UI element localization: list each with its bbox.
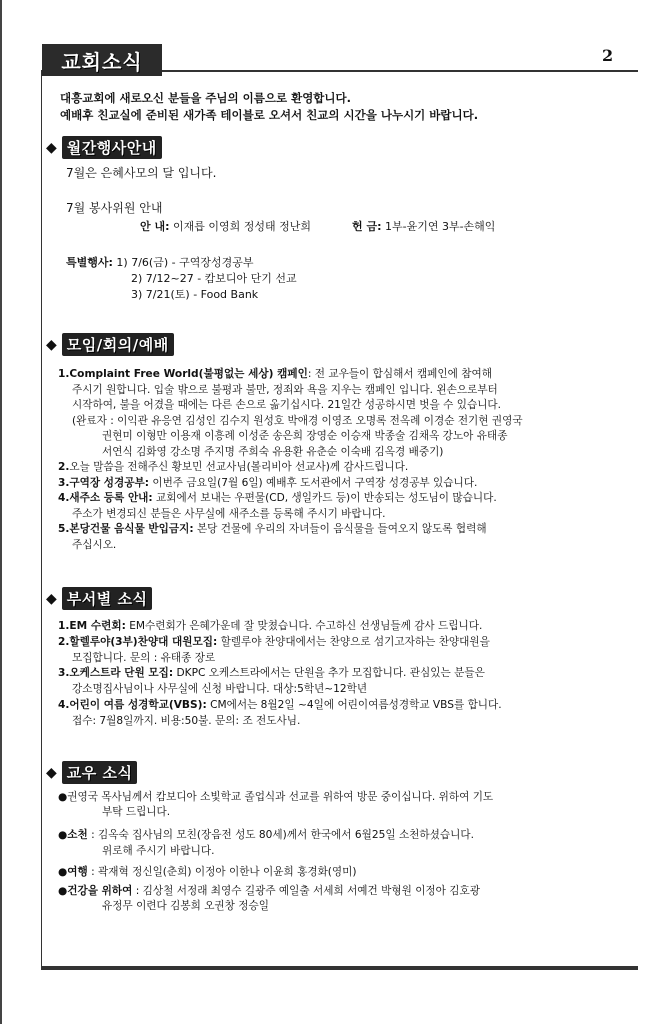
departments-heading	[46, 587, 152, 610]
list-item: 1.EM 수련회: EM수련회가 은혜가운데 잘 맞쳤습니다. 수고하신 선생님들께 감사 드립니다.	[58, 620, 483, 632]
departments-heading-text: 부서별 소식	[62, 587, 153, 610]
volunteers-title: 7월 봉사위원 안내	[66, 201, 163, 215]
list-item-line: 서연식 김화영 강소명 주지명 주희숙 유용환 유춘순 이숙배 김옥경 배중기)	[102, 445, 444, 458]
list-item: ●여행 : 곽재혁 정신일(춘희) 이정아 이한나 이윤희 홍경화(영미)	[58, 865, 357, 878]
welcome-line: 예배후 친교실에 준비된 새가족 테이블로 오셔서 친교의 시간을 나누시기 바랍니다.	[60, 108, 479, 122]
list-item: 3.오케스트라 단원 모집: DKPC 오케스트라에서는 단원을 추가 모집합니다. 관심있는 분들은	[58, 667, 485, 680]
members-list	[58, 790, 493, 914]
list-item: ●건강을 위하여 : 김상철 서정래 최영수 길광주 예일출 서세희 서예건 박형원 이정아 김호광	[58, 885, 480, 898]
list-item-line: 시작하여, 불을 어겼을 때에는 다른 손으로 옮기십시다. 21일간 성공하시면 벗을 수 있습니다.	[72, 399, 502, 411]
list-item-line: 강소명집사님이나 사무실에 신청 바랍니다. 대상:5학년~12학년	[72, 683, 368, 696]
list-item: 1.Complaint Free World(불평없는 세상) 캠페인: 전 교우들이 합심해서 캠페인에 참여해	[58, 368, 492, 380]
list-item: 3.구역장 성경공부: 이번주 금요일(7월 6일) 예배후 도서관에서 구역장 성경공부 있습니다.	[58, 476, 478, 489]
members-heading	[46, 761, 137, 784]
special-events	[66, 255, 253, 271]
list-item-line: 주십시오.	[72, 538, 117, 551]
special-item: 3) 7/21(토) - Food Bank	[131, 288, 259, 301]
page-number: 2	[602, 46, 614, 65]
usher-label: 안 내:	[140, 220, 170, 233]
special-item: 2) 7/12~27 - 캄보디아 단기 선교	[131, 272, 297, 285]
welcome-line: 대흥교회에 새로오신 분들을 주님의 이름으로 환영합니다.	[60, 91, 352, 105]
diamond-icon: ◆	[46, 590, 57, 607]
list-item-line: 모집합니다. 문의 : 유태종 장로	[72, 651, 216, 664]
diamond-icon: ◆	[46, 764, 57, 781]
special-label: 특별행사:	[66, 256, 113, 269]
welcome-notice	[60, 90, 478, 124]
list-item-line: 유정무 이련다 김봉희 오권창 정승일	[102, 900, 269, 913]
list-item: 4.어린이 여름 성경학교(VBS): CM에서는 8월2일 ~4일에 어린이여름성경학교 VBS를 합니다.	[58, 698, 502, 711]
list-item-line: 주시기 원합니다. 입술 밖으로 불평과 불만, 정죄와 욕을 지우는 캠페인 입니다. 왼손으로부터	[72, 383, 498, 396]
meetings-heading-text: 모임/회의/예배	[62, 333, 174, 356]
monthly-heading	[46, 136, 162, 159]
list-item-line: 권현미 이형만 이용재 이흥례 이성준 송은희 장영순 이승재 박종술 김채옥 강노아 유태종	[102, 430, 508, 442]
offering-names: 1부-윤기연 3부-손해익	[384, 220, 496, 233]
list-item: 2.할렐루야(3부)찬양대 대원모집: 할렐루야 찬양대에서는 찬양으로 섬기고자하는 찬양대원을	[58, 635, 490, 648]
page-edge-line	[0, 0, 2, 1024]
list-item-line: 접수: 7월8일까지. 비용:50불. 문의: 조 전도사님.	[72, 714, 301, 727]
meetings-list	[58, 367, 523, 553]
section-badge: 교회소식	[42, 44, 162, 76]
meetings-heading	[46, 333, 174, 356]
list-item-line: (완료자 : 이익관 유응연 김성인 김수지 원성호 박애경 이영조 오명록 전옥례 이경순 전기현 권영국	[72, 414, 523, 427]
list-item-line: 주소가 변경되신 분들은 사무실에 새주소를 등록해 주시기 바랍니다.	[72, 507, 386, 520]
diamond-icon: ◆	[46, 139, 57, 156]
offering-label: 헌 금:	[352, 220, 382, 233]
volunteers-row	[140, 219, 495, 235]
diamond-icon: ◆	[46, 336, 57, 353]
special-item: 1) 7/6(금) - 구역장성경공부	[116, 256, 254, 269]
list-item: ●권영국 목사님께서 캄보디아 소빛학교 졸업식과 선교를 위하여 방문 중이십니다. 위하여 기도	[58, 791, 494, 803]
list-item-line: 부탁 드립니다.	[102, 806, 171, 819]
list-item: 5.본당건물 음식물 반입금지: 본당 건물에 우리의 자녀들이 음식물을 들여오지 않도록 협력해	[58, 523, 487, 535]
month-theme: 7월은 은혜사모의 달 입니다.	[66, 166, 217, 180]
monthly-heading-text: 월간행사안내	[62, 136, 162, 159]
members-heading-text: 교우 소식	[62, 761, 138, 784]
departments-list	[58, 619, 502, 730]
usher-names: 이재릅 이영희 정성태 정난희	[172, 220, 311, 233]
list-item: ●소천 : 김옥숙 집사님의 모친(장음전 성도 80세)께서 한국에서 6월25일 소천하셨습니다.	[58, 829, 474, 842]
list-item: 4.새주소 등록 안내: 교회에서 보내는 우편물(CD, 생일카드 등)이 반송되는 성도님이 많습니다.	[58, 492, 497, 504]
list-item-line: 위로해 주시기 바랍니다.	[102, 844, 215, 857]
list-item: 2.오늘 말씀을 전해주신 황보민 선교사님(볼리비아 선교사)께 감사드립니다.	[58, 461, 409, 473]
